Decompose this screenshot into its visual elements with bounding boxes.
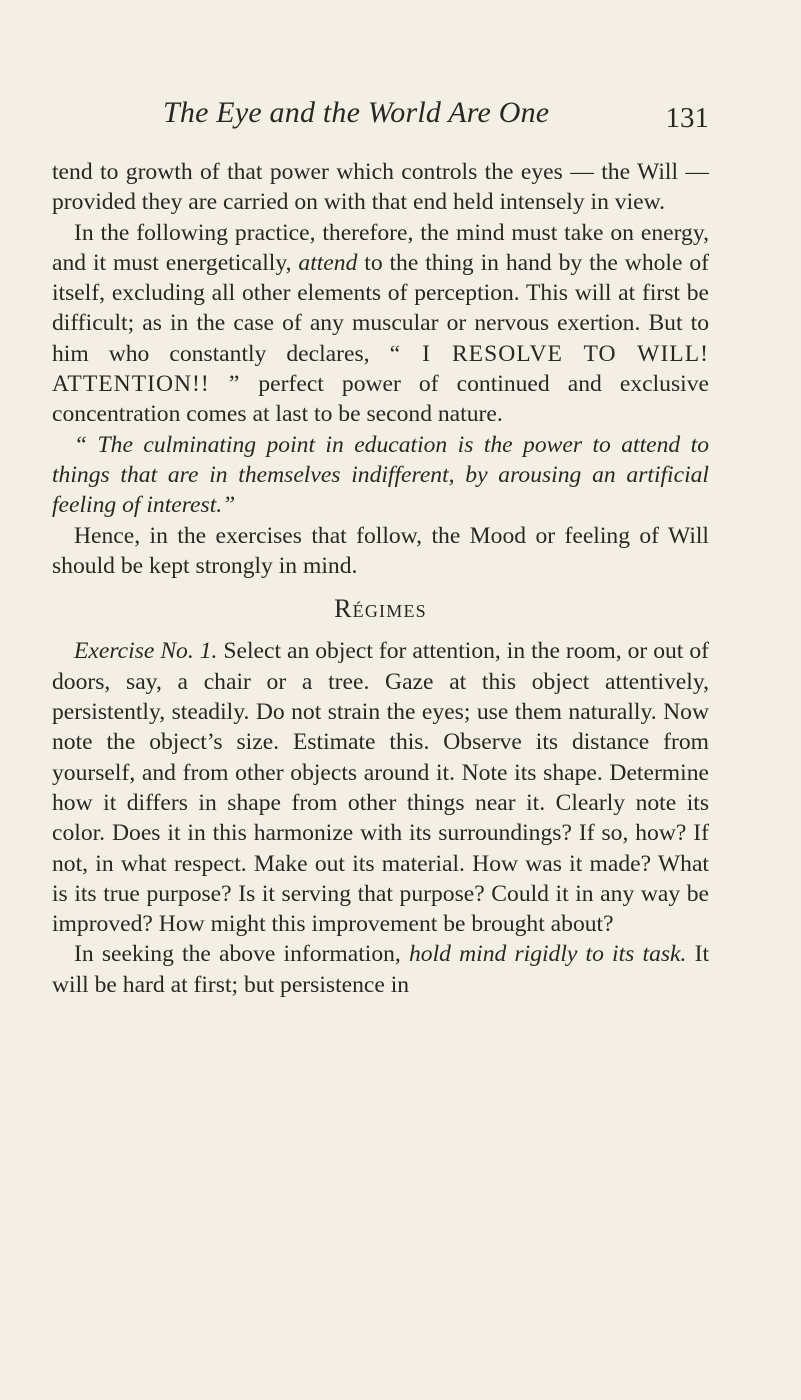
running-head: The Eye and the World Are One: [163, 96, 550, 129]
exercise-label: Exercise No. 1.: [74, 638, 218, 665]
exercise-text: Select an object for attention, in the room, or out of doors, say, a chair or a tree. Gaze at this object attentively, persistently, steadily. Do not strain the eyes; use them naturally. Now note the object’s size. Estimate this. Observe its distance from yourself, and from other objects around it. Note its shape. Determine how it differs in shape from other things near it. Clearly note its color. Does it in this harmonize with its surroundings? If so, how? If not, in what respect. Make out its material. How was it made? What is its true purpose? Is it serving that purpose? Could it in any way be improved? How might this improvement be brought about?: [52, 638, 709, 938]
paragraph-quotation: [52, 430, 709, 521]
paragraph-text: In the following practice, therefore, the mind must take on energy, and it must energetically,: [52, 219, 709, 276]
paragraph-mood: [52, 521, 709, 582]
paragraph-text: It will be hard at first; but persistence in: [52, 941, 709, 998]
section-heading: Régimes: [334, 594, 427, 624]
quotation-text: “ The culminating point in education is the power to attend to things that are in themselves indifferent, by arousing an artificial feeling of interest.”: [52, 431, 709, 519]
emphasis-text: attend: [298, 249, 358, 276]
paragraph-text: perfect power of continued and exclusive concentration comes at last to be second nature.: [52, 371, 709, 428]
paragraph-text: tend to growth of that power which controls the eyes — the Will — provided they are carried on with that end held intensely in view.: [52, 159, 709, 216]
emphasis-text: hold mind rigidly to its task.: [409, 941, 687, 968]
paragraph-final: [52, 939, 709, 1000]
page-header: [163, 96, 709, 146]
paragraph-text: to the thing in hand by the whole of itself, excluding all other elements of perception. This will at first be difficult; as in the case of any muscular or nervous exertion. But to him who constantly declares,: [52, 249, 709, 367]
paragraph-continuation: [52, 157, 709, 218]
resolve-quote: “ I RESOLVE TO WILL! ATTENTION!! ”: [52, 340, 709, 398]
paragraph-text: In seeking the above information,: [74, 941, 409, 968]
paragraph-text: Hence, in the exercises that follow, the Mood or feeling of Will should be kept strongly in mind.: [52, 522, 709, 579]
page-number: 131: [665, 102, 709, 134]
paragraph-exercise: [52, 636, 709, 939]
paragraph-attention: [52, 218, 709, 430]
body-text: [52, 157, 709, 1000]
